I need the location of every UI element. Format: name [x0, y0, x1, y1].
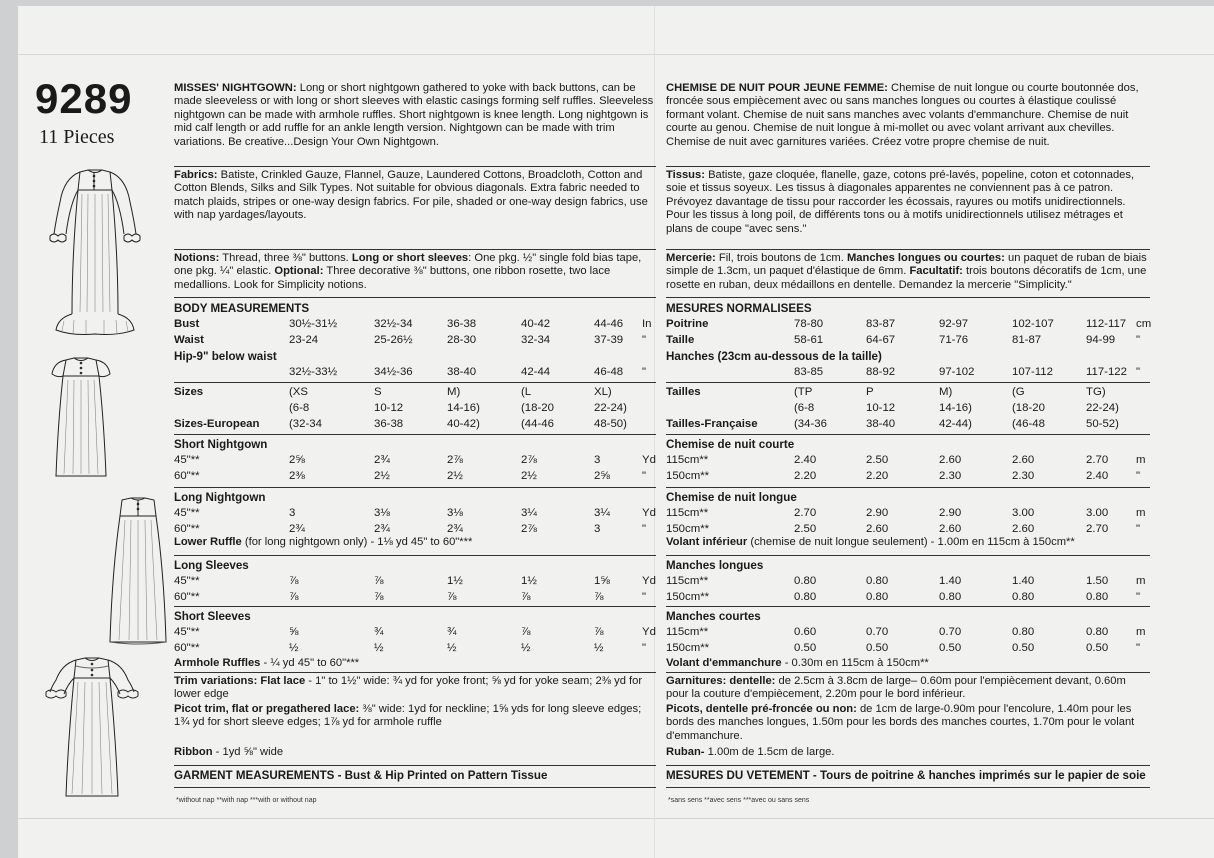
- body-measurements-title: BODY MEASUREMENTS: [174, 302, 310, 315]
- row-label: 45"**: [174, 626, 200, 638]
- body-measurements-title: MESURES NORMALISEES: [666, 302, 812, 315]
- unit-label: ": [1136, 334, 1141, 346]
- long_sl-row-1: [174, 575, 656, 589]
- unit-label: ": [1136, 470, 1141, 482]
- lower-ruffle: [174, 536, 656, 549]
- short_sl-title: Manches courtes: [666, 610, 761, 623]
- divider: [174, 487, 656, 488]
- cell-value: 0.80: [794, 575, 817, 587]
- cell-value: 46-48: [594, 366, 624, 378]
- row-label: 45"**: [174, 575, 200, 587]
- cell-value: 2.90: [939, 507, 962, 519]
- divider: [174, 166, 656, 167]
- cell-value: (18-20: [521, 402, 554, 414]
- row-label: 45"**: [174, 454, 200, 466]
- row-label: 60"**: [174, 470, 200, 482]
- cell-value: 1.40: [1012, 575, 1035, 587]
- cell-value: 78-80: [794, 318, 824, 330]
- row-label: 60"**: [174, 642, 200, 654]
- row-label: Tailles-Française: [666, 418, 758, 430]
- cell-value: (32-34: [289, 418, 322, 430]
- cell-value: XL): [594, 386, 612, 398]
- cell-value: 112-117: [1086, 318, 1127, 330]
- lower-ruffle-label: Volant inférieur: [666, 536, 748, 548]
- row-label: 60"**: [174, 591, 200, 603]
- description-fr: CHEMISE DE NUIT POUR JEUNE FEMME: Chemise de nuit longue ou courte boutonnée dos, froncée sous empiècement avec ou sans manches longues ou courtes à élastique coulissé formant volant. Chemise de nuit sans manches avec volants d'emmanchure. Chemise de nuit courte au genou. Chemise de nuit longue à mi-mollet ou avec volant arrivant aux chevilles. Chemise de nuit avec garnitures variées. Créez votre propre chemise de nuit.: [666, 82, 1139, 148]
- cell-value: M): [447, 386, 461, 398]
- cell-value: 2.70: [1086, 523, 1109, 535]
- cell-value: 97-102: [939, 366, 975, 378]
- unit-label: ": [642, 642, 647, 654]
- cell-value: ⅝: [289, 626, 299, 638]
- row-label: 115cm**: [666, 575, 709, 587]
- divider: [174, 297, 656, 298]
- sizes-european-row: [174, 418, 656, 432]
- cell-value: 2.60: [1012, 523, 1035, 535]
- lower-ruffle-label: Lower Ruffle: [174, 536, 242, 548]
- divider: [174, 606, 656, 607]
- cell-value: 2¾: [374, 523, 390, 535]
- cell-value: 40-42): [447, 418, 480, 430]
- divider: [174, 434, 656, 435]
- fold-line: [18, 818, 1214, 819]
- unit-label: ": [642, 366, 647, 378]
- divider: [666, 434, 1150, 435]
- cell-value: 2¾: [374, 454, 390, 466]
- short_ng-row-2: [174, 470, 656, 484]
- hip-label: Hip-9" below waist: [174, 350, 277, 363]
- cell-value: 3⅛: [374, 507, 390, 519]
- armhole-ruffles-label: Volant d'emmanchure: [666, 657, 782, 669]
- cell-value: ½: [447, 642, 457, 654]
- divider: [666, 606, 1150, 607]
- cell-value: 32½-33½: [289, 366, 338, 378]
- row-label: 115cm**: [666, 507, 709, 519]
- cell-value: 88-92: [866, 366, 896, 378]
- fabrics-fr: Tissus: Batiste, gaze cloquée, flanelle, gaze, cotons pré-lavés, popeline, coton et cotonnades, soie et tissus soyeux. Les tissus à diagonales apparentes ne conviennent pas à ce patron. Prévoyez davantage de tissu pour raccorder les écossais, rayures ou motifs unidirectionnels. Pour les tissus à long poil, de différents tons ou à motifs unidirectionnels utilisez métrages et plans de coupe "avec sens.": [666, 169, 1135, 235]
- armhole-ruffles: [666, 657, 1150, 670]
- unit-label: ": [1136, 642, 1141, 654]
- armhole-ruffles-text: - 0.30m en 115cm à 150cm**: [781, 657, 929, 669]
- unit-label: In: [642, 318, 652, 330]
- pieces-count: 11 Pieces: [39, 126, 115, 148]
- long_sl-row-2: [174, 591, 656, 605]
- cell-value: 2⅝: [289, 454, 305, 466]
- divider: [174, 787, 656, 788]
- waist-row: [174, 334, 656, 348]
- divider: [174, 765, 656, 766]
- cell-value: 25-26½: [374, 334, 413, 346]
- cell-value: P: [866, 386, 874, 398]
- cell-value: 0.50: [866, 642, 889, 654]
- cell-value: 2.20: [794, 470, 817, 482]
- long_ng-title: Chemise de nuit longue: [666, 491, 797, 504]
- short_sl-row-2: [174, 642, 656, 656]
- cell-value: 2.20: [866, 470, 889, 482]
- bust-row: [666, 318, 1150, 332]
- cell-value: 1½: [447, 575, 463, 587]
- short_ng-row-2: [666, 470, 1150, 484]
- cell-value: 10-12: [374, 402, 404, 414]
- cell-value: 2.40: [1086, 470, 1109, 482]
- trim-picot-en: Picot trim, flat or pregathered lace: ⅜" wide: 1yd for neckline; 1⅝ yds for long sleeve edges; 1¾ yd for short sleeve edges; 1⅞ yd for armhole ruffle: [174, 703, 642, 729]
- ribbon-en: Ribbon - 1yd ⅝" wide: [174, 746, 284, 758]
- cell-value: 2⅜: [289, 470, 305, 482]
- cell-value: 0.80: [1086, 626, 1109, 638]
- cell-value: 2.90: [866, 507, 889, 519]
- cell-value: 102-107: [1012, 318, 1054, 330]
- cell-value: 3: [289, 507, 296, 519]
- cell-value: ⅞: [521, 626, 531, 638]
- cell-value: ⅞: [447, 591, 457, 603]
- unit-label: ": [1136, 591, 1141, 603]
- cell-value: 1⅝: [594, 575, 610, 587]
- cell-value: 0.80: [866, 575, 889, 587]
- cell-value: 36-38: [374, 418, 404, 430]
- divider: [174, 249, 656, 250]
- cell-value: 3¼: [594, 507, 610, 519]
- cell-value: ⅞: [374, 575, 384, 587]
- cell-value: 64-67: [866, 334, 896, 346]
- cell-value: M): [939, 386, 953, 398]
- unit-label: m: [1136, 626, 1146, 638]
- short_ng-row-1: [174, 454, 656, 468]
- cell-value: S: [374, 386, 382, 398]
- pattern-envelope-back: [18, 6, 1214, 858]
- short-sleeve-short-nightgown-illustration: [46, 352, 116, 482]
- unit-label: ": [1136, 523, 1141, 535]
- cell-value: 40-42: [521, 318, 551, 330]
- cell-value: 10-12: [866, 402, 896, 414]
- hip-row: [174, 366, 656, 380]
- long_ng-title: Long Nightgown: [174, 491, 266, 504]
- cell-value: 83-85: [794, 366, 824, 378]
- long_sl-row-1: [666, 575, 1150, 589]
- cell-value: 36-38: [447, 318, 477, 330]
- sizes-european-row: [666, 418, 1150, 432]
- cell-value: 83-87: [866, 318, 896, 330]
- cell-value: ⅞: [289, 575, 299, 587]
- unit-label: cm: [1136, 318, 1152, 330]
- footnote-en: *without nap **with nap ***with or without nap: [176, 797, 317, 804]
- cell-value: 2½: [521, 470, 537, 482]
- pattern-number: 9289: [35, 75, 133, 122]
- cell-value: ½: [521, 642, 531, 654]
- long_ng-row-2: [666, 523, 1150, 537]
- french-column: [666, 82, 1150, 812]
- cell-value: 0.70: [939, 626, 962, 638]
- cell-value: 117-122: [1086, 366, 1127, 378]
- cell-value: (L: [521, 386, 532, 398]
- cell-value: 38-40: [866, 418, 896, 430]
- cell-value: 2½: [447, 470, 463, 482]
- description-en: MISSES' NIGHTGOWN: Long or short nightgown gathered to yoke with back buttons, can be made sleeveless or with long or short sleeves with elastic casings forming self ruffles. Sleeveless nightgown can be made with armhole ruffles. Short nightgown is knee length. Long nightgown is mid calf length or add ruffle for an ankle length version. Nightgown can be made with trim variations. Be creative...Design Your Own Nightgown.: [174, 82, 654, 148]
- armhole-ruffles-text: - ¼ yd 45" to 60"***: [260, 657, 360, 669]
- cell-value: 2½: [374, 470, 390, 482]
- row-label: Sizes-European: [174, 418, 260, 430]
- unit-label: ": [642, 334, 647, 346]
- divider: [666, 765, 1150, 766]
- cell-value: ⅞: [289, 591, 299, 603]
- unit-label: m: [1136, 575, 1146, 587]
- hip-label: Hanches (23cm au-dessous de la taille): [666, 350, 882, 363]
- cell-value: 1.50: [1086, 575, 1109, 587]
- row-label: 150cm**: [666, 470, 710, 482]
- fold-line: [18, 54, 1214, 55]
- short_ng-row-1: [666, 454, 1150, 468]
- row-label: Sizes: [174, 386, 204, 398]
- unit-label: Yd: [642, 575, 656, 587]
- cell-value: 2.70: [1086, 454, 1109, 466]
- cell-value: 58-61: [794, 334, 824, 346]
- cell-value: 23-24: [289, 334, 319, 346]
- row-label: Poitrine: [666, 318, 709, 330]
- unit-label: ": [642, 591, 647, 603]
- cell-value: 3¼: [521, 507, 537, 519]
- waist-row: [666, 334, 1150, 348]
- long_sl-row-2: [666, 591, 1150, 605]
- row-label: 150cm**: [666, 591, 710, 603]
- unit-label: Yd: [642, 626, 656, 638]
- divider: [666, 787, 1150, 788]
- cell-value: 34½-36: [374, 366, 413, 378]
- cell-value: 2.60: [939, 454, 962, 466]
- cell-value: 2.30: [1012, 470, 1035, 482]
- cell-value: ¾: [374, 626, 384, 638]
- sizes-row: [174, 386, 656, 400]
- cell-value: ⅞: [374, 591, 384, 603]
- long_ng-row-1: [666, 507, 1150, 521]
- lower-ruffle: [666, 536, 1150, 549]
- long-sleeve-short-nightgown-illustration: [40, 652, 144, 802]
- cell-value: 81-87: [1012, 334, 1042, 346]
- trim-flat-lace-en: Trim variations: Flat lace - 1" to 1½" wide: ¾ yd for yoke front; ⅝ yd for yoke seam; 2⅜ yd for lower edge: [174, 675, 643, 701]
- notions-en: Notions: Thread, three ⅜" buttons. Long or short sleeves: One pkg. ½" single fold bias tape, one pkg. ¼" elastic. Optional: Three decorative ⅜" buttons, one ribbon rosette, two lace medallions. Look for Simplicity notions.: [174, 252, 642, 291]
- cell-value: 0.80: [866, 591, 889, 603]
- cell-value: 2⅞: [447, 454, 463, 466]
- short_ng-title: Short Nightgown: [174, 438, 268, 451]
- long-sleeve-long-nightgown-illustration: [42, 164, 148, 336]
- cell-value: 2.60: [939, 523, 962, 535]
- garment-measurements-fr: MESURES DU VETEMENT - Tours de poitrine & hanches imprimés sur le papier de soie: [666, 769, 1146, 782]
- cell-value: 3: [594, 454, 601, 466]
- cell-value: ¾: [447, 626, 457, 638]
- cell-value: 71-76: [939, 334, 969, 346]
- row-label: 150cm**: [666, 523, 710, 535]
- row-label: Bust: [174, 318, 200, 330]
- short_sl-row-1: [174, 626, 656, 640]
- short_ng-title: Chemise de nuit courte: [666, 438, 795, 451]
- row-label: Taille: [666, 334, 695, 346]
- cell-value: 44-46: [594, 318, 624, 330]
- unit-label: Yd: [642, 507, 656, 519]
- divider: [666, 555, 1150, 556]
- english-column: [174, 82, 656, 812]
- unit-label: m: [1136, 507, 1146, 519]
- armhole-ruffles: [174, 657, 656, 670]
- trim-picot-fr: Picots, dentelle pré-froncée ou non: de 1cm de large-0.90m pour l'encolure, 1.40m pour les bords des manches longues, 1.50m pour les bords des manches courtes, 1.70m pour le volant d'emmanchure.: [666, 703, 1135, 742]
- cell-value: 30½-31½: [289, 318, 338, 330]
- cell-value: ⅞: [521, 591, 531, 603]
- long_ng-row-1: [174, 507, 656, 521]
- cell-value: 2¾: [289, 523, 305, 535]
- cell-value: 22-24): [594, 402, 627, 414]
- ribbon-fr: Ruban- 1.00m de 1.5cm de large.: [666, 746, 835, 758]
- cell-value: (46-48: [1012, 418, 1045, 430]
- cell-value: (XS: [289, 386, 308, 398]
- cell-value: 2.70: [794, 507, 817, 519]
- sizes-numeric-row: [174, 402, 656, 416]
- cell-value: 42-44: [521, 366, 551, 378]
- row-label: Waist: [174, 334, 204, 346]
- fabrics-en: Fabrics: Batiste, Crinkled Gauze, Flannel, Gauze, Laundered Cottons, Broadcloth, Cotton and Cotton Blends, Silks and Silk Types. Not suitable for obvious diagonals. Extra fabric needed to match plaids, stripes or one-way design fabrics. For pile, shaded or one-way design fabrics, use with nap yardages/layouts.: [174, 169, 648, 222]
- cell-value: 2⅞: [521, 454, 537, 466]
- lower-ruffle-text: (for long nightgown only) - 1⅛ yd 45" to 60"***: [241, 536, 473, 548]
- cell-value: 0.70: [866, 626, 889, 638]
- cell-value: 0.50: [1086, 642, 1109, 654]
- cell-value: 0.80: [939, 591, 962, 603]
- divider: [666, 249, 1150, 250]
- cell-value: 2.50: [866, 454, 889, 466]
- cell-value: 3.00: [1012, 507, 1035, 519]
- cell-value: 14-16): [939, 402, 972, 414]
- cell-value: 3.00: [1086, 507, 1109, 519]
- cell-value: 0.60: [794, 626, 817, 638]
- cell-value: 92-97: [939, 318, 969, 330]
- trim-flat-lace-fr: Garnitures: dentelle: de 2.5cm à 3.8cm de large– 0.60m pour l'empiècement devant, 0.60m pour la couture d'empiècement, 2.20m pour le bord inférieur.: [666, 675, 1126, 701]
- cell-value: 0.80: [1086, 591, 1109, 603]
- sleeveless-long-nightgown-back-illustration: [98, 492, 178, 652]
- cell-value: 3: [594, 523, 601, 535]
- cell-value: 50-52): [1086, 418, 1119, 430]
- cell-value: ⅞: [594, 626, 604, 638]
- cell-value: 0.50: [794, 642, 817, 654]
- row-label: 45"**: [174, 507, 200, 519]
- row-label: 150cm**: [666, 642, 710, 654]
- cell-value: 0.80: [794, 591, 817, 603]
- cell-value: ½: [289, 642, 299, 654]
- long_sl-title: Long Sleeves: [174, 559, 249, 572]
- cell-value: ½: [374, 642, 384, 654]
- cell-value: ⅞: [594, 591, 604, 603]
- cell-value: 32-34: [521, 334, 551, 346]
- long_sl-title: Manches longues: [666, 559, 764, 572]
- row-label: 115cm**: [666, 454, 709, 466]
- short_sl-row-1: [666, 626, 1150, 640]
- sizes-row: [666, 386, 1150, 400]
- divider: [666, 166, 1150, 167]
- divider: [174, 382, 656, 383]
- unit-label: ": [642, 470, 647, 482]
- cell-value: 32½-34: [374, 318, 413, 330]
- row-label: Tailles: [666, 386, 701, 398]
- garment-measurements-en: GARMENT MEASUREMENTS - Bust & Hip Printed on Pattern Tissue: [174, 769, 548, 782]
- divider: [666, 487, 1150, 488]
- cell-value: 0.50: [1012, 642, 1035, 654]
- cell-value: 22-24): [1086, 402, 1119, 414]
- cell-value: 1.40: [939, 575, 962, 587]
- cell-value: 2.40: [794, 454, 817, 466]
- cell-value: 2⅞: [521, 523, 537, 535]
- cell-value: ½: [594, 642, 604, 654]
- cell-value: 48-50): [594, 418, 627, 430]
- cell-value: 3⅛: [447, 507, 463, 519]
- cell-value: (18-20: [1012, 402, 1045, 414]
- cell-value: 2¾: [447, 523, 463, 535]
- divider: [666, 297, 1150, 298]
- row-label: 115cm**: [666, 626, 709, 638]
- cell-value: TG): [1086, 386, 1106, 398]
- divider: [174, 672, 656, 673]
- sizes-numeric-row: [666, 402, 1150, 416]
- cell-value: 0.80: [1012, 626, 1035, 638]
- lower-ruffle-text: (chemise de nuit longue seulement) - 1.00m en 115cm à 150cm**: [747, 536, 1075, 548]
- cell-value: 2.50: [794, 523, 817, 535]
- cell-value: 2.60: [866, 523, 889, 535]
- cell-value: 42-44): [939, 418, 972, 430]
- short_sl-row-2: [666, 642, 1150, 656]
- short_sl-title: Short Sleeves: [174, 610, 251, 623]
- unit-label: m: [1136, 454, 1146, 466]
- cell-value: 14-16): [447, 402, 480, 414]
- bust-row: [174, 318, 656, 332]
- cell-value: 28-30: [447, 334, 477, 346]
- long_ng-row-2: [174, 523, 656, 537]
- cell-value: (6-8: [289, 402, 310, 414]
- notions-fr: Mercerie: Fil, trois boutons de 1cm. Manches longues ou courtes: un paquet de ruban de biais simple de 1.3cm, un paquet d'élastique de 6mm. Facultatif: trois boutons décoratifs de 1cm, une rosette en ruban, deux médaillons en dentelle. Demandez la mercerie "Simplicity.": [666, 252, 1147, 291]
- unit-label: ": [1136, 366, 1141, 378]
- cell-value: 2.30: [939, 470, 962, 482]
- divider: [666, 672, 1150, 673]
- cell-value: 0.50: [939, 642, 962, 654]
- armhole-ruffles-label: Armhole Ruffles: [174, 657, 261, 669]
- cell-value: 2⅝: [594, 470, 610, 482]
- footnote-fr: *sans sens **avec sens ***avec ou sans sens: [668, 797, 810, 804]
- unit-label: Yd: [642, 454, 656, 466]
- cell-value: 107-112: [1012, 366, 1053, 378]
- cell-value: 38-40: [447, 366, 477, 378]
- cell-value: (G: [1012, 386, 1025, 398]
- divider: [174, 555, 656, 556]
- cell-value: 94-99: [1086, 334, 1116, 346]
- cell-value: 2.60: [1012, 454, 1035, 466]
- unit-label: ": [642, 523, 647, 535]
- cell-value: 0.80: [1012, 591, 1035, 603]
- cell-value: 37-39: [594, 334, 624, 346]
- divider: [666, 382, 1150, 383]
- cell-value: (44-46: [521, 418, 554, 430]
- row-label: 60"**: [174, 523, 200, 535]
- cell-value: 1½: [521, 575, 537, 587]
- hip-row: [666, 366, 1150, 380]
- cell-value: (34-36: [794, 418, 827, 430]
- cell-value: (TP: [794, 386, 813, 398]
- cell-value: (6-8: [794, 402, 815, 414]
